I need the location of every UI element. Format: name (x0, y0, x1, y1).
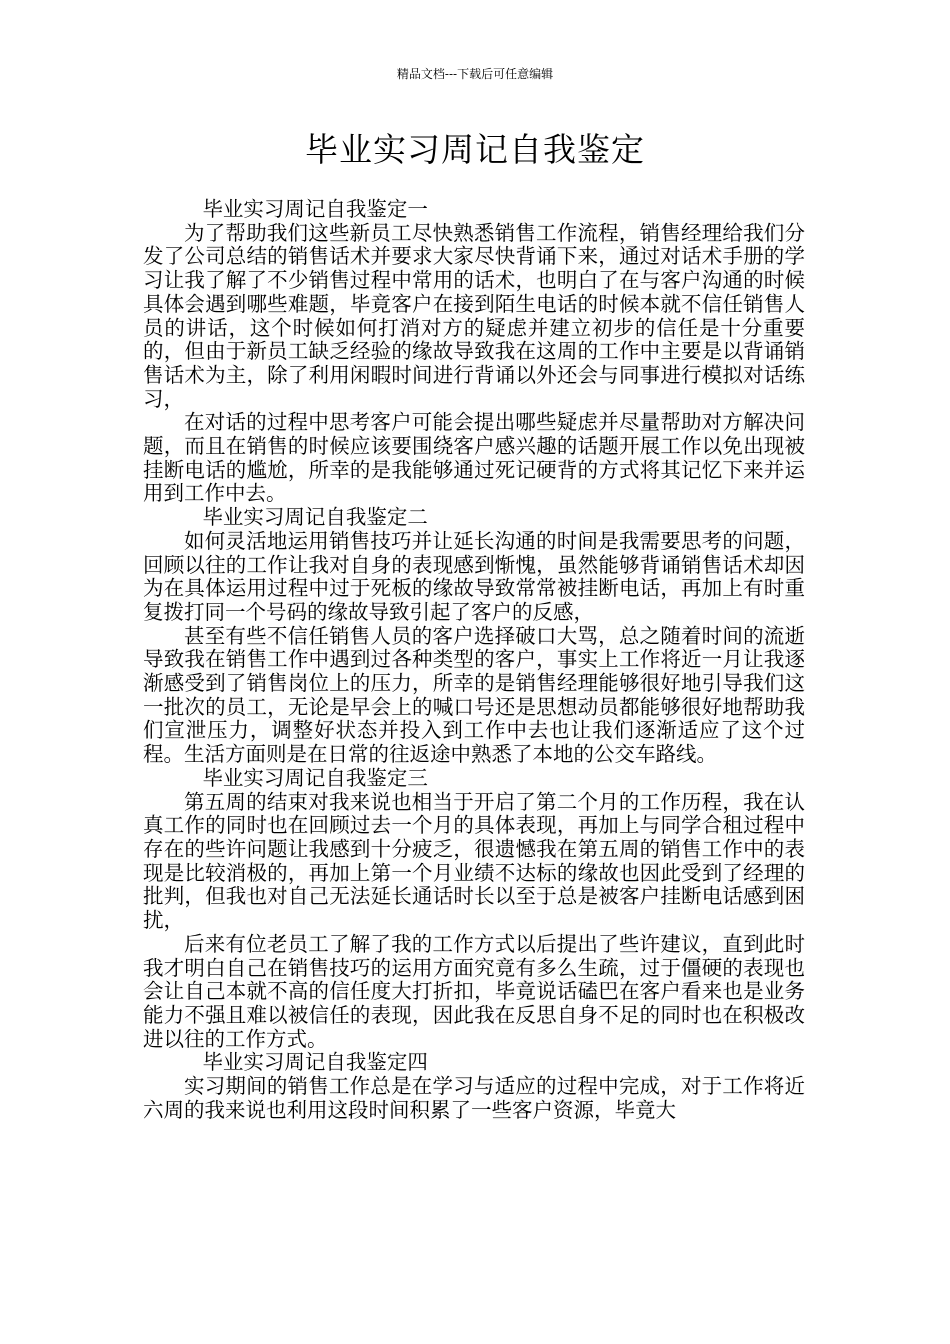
section-heading: 毕业实习周记自我鉴定四 (202, 1050, 428, 1075)
paragraph: 实习期间的销售工作总是在学习与适应的过程中完成，对于工作将近六周的我来说也利用这段时间积累了一些客户资源，毕竟大 (143, 1074, 805, 1122)
section-heading: 毕业实习周记自我鉴定一 (202, 197, 428, 221)
paragraph: 后来有位老员工了解了我的工作方式以后提出了些许建议，直到此时我才明白自己在销售技巧的运用方面究竟有多么生疏，过于僵硬的表现也会让自己本就不高的信任度大打折扣，毕竟说话磕巴在客户看来也是业务能力不强且难以被信任的表现，因此我在反思自身不足的同时也在积极改进以往的工作方式。 (143, 931, 805, 1051)
paragraph: 第五周的结束对我来说也相当于开启了第二个月的工作历程，我在认真工作的同时也在回顾过去一个月的具体表现，再加上与同学合租过程中存在的些许问题让我感到十分疲乏，很遗憾我在第五周的销售工作中的表现是比较消极的，再加上第一个月业绩不达标的缘故也因此受到了经理的批判，但我也对自己无法延长通话时长以至于总是被客户挂断电话感到困扰， (143, 789, 805, 933)
paragraph: 如何灵活地运用销售技巧并让延长沟通的时间是我需要思考的问题，回顾以往的工作让我对自身的表现感到惭愧，虽然能够背诵销售话术却因为在具体运用过程中过于死板的缘故导致常常被挂断电话，再加上有时重复拨打同一个号码的缘故导致引起了客户的反感， (143, 528, 805, 624)
document-body (143, 198, 805, 1122)
paragraph: 为了帮助我们这些新员工尽快熟悉销售工作流程，销售经理给我们分发了公司总结的销售话术并要求大家尽快背诵下来，通过对话术手册的学习让我了解了不少销售过程中常用的话术，也明白了在与客户沟通的时候具体会遇到哪些难题，毕竟客户在接到陌生电话的时候本就不信任销售人员的讲话，这个时候如何打消对方的疑虑并建立初步的信任是十分重要的，但由于新员工缺乏经验的缘故导致我在这周的工作中主要是以背诵销售话术为主，除了利用闲暇时间进行背诵以外还会与同事进行模拟对话练习， (143, 220, 805, 411)
paragraph: 甚至有些不信任销售人员的客户选择破口大骂，总之随着时间的流逝导致我在销售工作中遇到过各种类型的客户，事实上工作将近一月让我逐渐感受到了销售岗位上的压力，所幸的是销售经理能够很好地引导我们这一批次的员工，无论是早会上的喊口号还是思想动员都能够很好地帮助我们宣泄压力，调整好状态并投入到工作中去也让我们逐渐适应了这个过程。生活方面则是在日常的往返途中熟悉了本地的公交车路线。 (143, 623, 805, 767)
section-heading: 毕业实习周记自我鉴定二 (202, 505, 428, 530)
paragraph: 在对话的过程中思考客户可能会提出哪些疑虑并尽量帮助对方解决问题，而且在销售的时候应该要围绕客户感兴趣的话题开展工作以免出现被挂断电话的尴尬，所幸的是我能够通过死记硬背的方式将其记忆下来并运用到工作中去。 (143, 410, 805, 506)
document-title: 毕业实习周记自我鉴定 (305, 130, 645, 169)
header-note: 精品文档---下载后可任意编辑 (396, 67, 554, 81)
section-heading: 毕业实习周记自我鉴定三 (202, 765, 428, 790)
